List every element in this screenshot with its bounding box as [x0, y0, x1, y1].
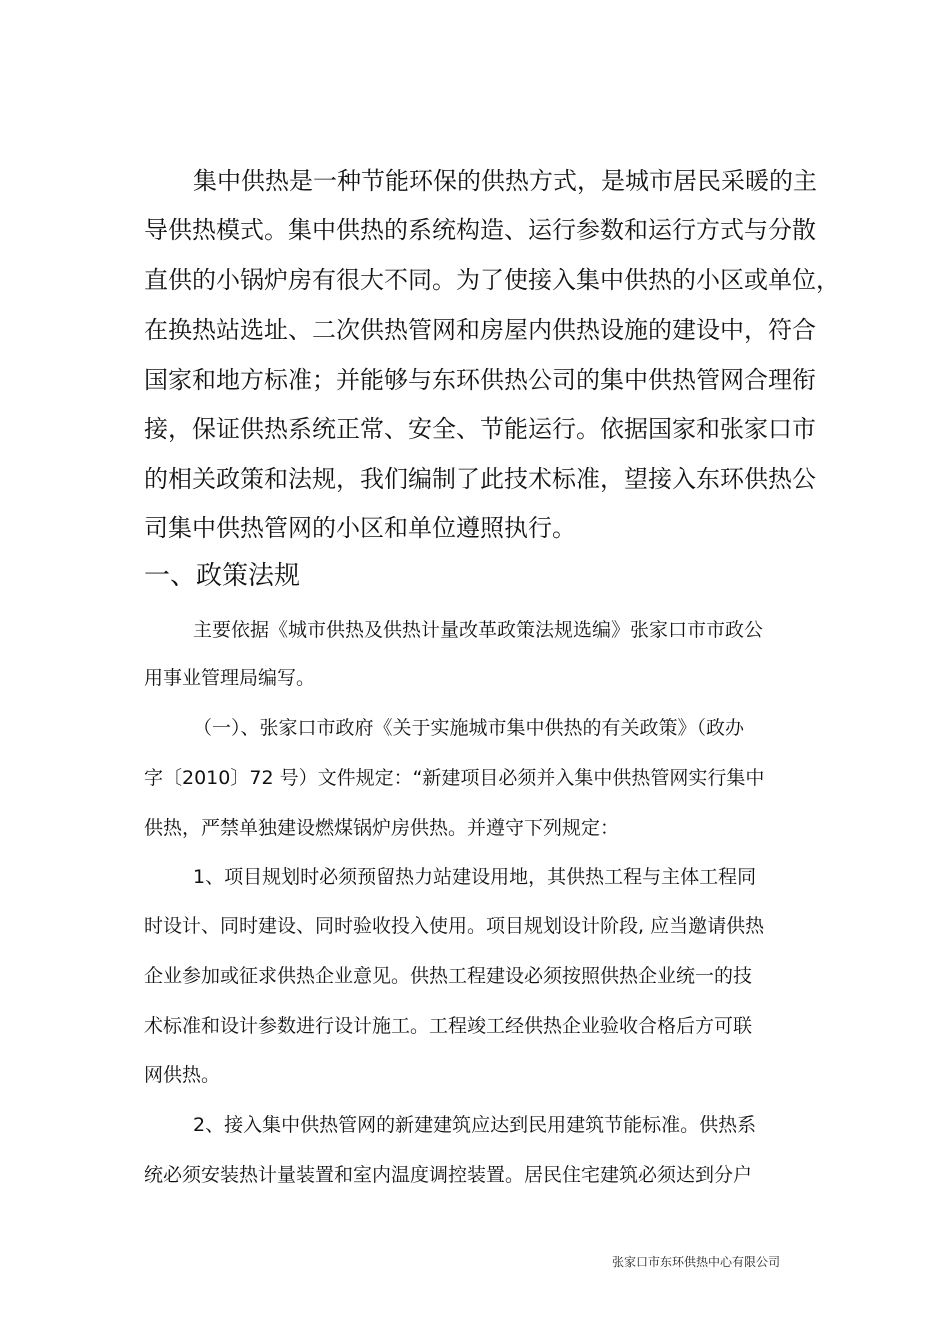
- intro-line-8: 司集中供热管网的小区和单位遵照执行。: [144, 514, 576, 542]
- intro-line-1: 集中供热是一种节能环保的供热方式，是城市居民采暖的主: [193, 167, 817, 195]
- body-line-7: 时设计、同时建设、同时验收投入使用。项目规划设计阶段, 应当邀请供热: [144, 915, 765, 937]
- body-line-10: 网供热。: [144, 1064, 221, 1086]
- section-heading-policy: 一、政策法规: [144, 561, 301, 591]
- intro-line-6: 接，保证供热系统正常、安全、节能运行。依据国家和张家口市: [144, 415, 816, 443]
- intro-line-2: 导供热模式。集中供热的系统构造、运行参数和运行方式与分散: [144, 216, 816, 244]
- intro-line-4: 在换热站选址、二次供热管网和房屋内供热设施的建设中，符合: [144, 316, 816, 344]
- body-line-1: 主要依据《城市供热及供热计量改革政策法规选编》张家口市市政公: [193, 619, 764, 641]
- body-line-8: 企业参加或征求供热企业意见。供热工程建设必须按照供热企业统一的技: [144, 965, 753, 987]
- intro-line-7: 的相关政策和法规，我们编制了此技术标准，望接入东环供热公: [144, 465, 816, 493]
- body-line-5: 供热，严禁单独建设燃煤锅炉房供热。并遵守下列规定：: [144, 817, 620, 839]
- intro-line-3: 直供的小锅炉房有很大不同。为了使接入集中供热的小区或单位，: [144, 266, 840, 294]
- body-line-9: 术标准和设计参数进行设计施工。工程竣工经供热企业验收合格后方可联: [144, 1015, 753, 1037]
- body-line-6: 1、项目规划时必须预留热力站建设用地，其供热工程与主体工程同: [193, 866, 757, 888]
- body-line-4: 字〔2010〕72 号）文件规定：“新建项目必须并入集中供热管网实行集中: [144, 767, 765, 789]
- body-line-2: 用事业管理局编写。: [144, 667, 316, 689]
- body-line-11: 2、接入集中供热管网的新建建筑应达到民用建筑节能标准。供热系: [193, 1114, 757, 1136]
- footer-company: 张家口市东环供热中心有限公司: [612, 1255, 781, 1269]
- body-line-3: （一）、张家口市政府《关于实施城市集中供热的有关政策》（政办: [193, 717, 745, 739]
- intro-line-5: 国家和地方标准；并能够与东环供热公司的集中供热管网合理衔: [144, 366, 816, 394]
- body-line-12: 统必须安装热计量装置和室内温度调控装置。居民住宅建筑必须达到分户: [144, 1164, 753, 1186]
